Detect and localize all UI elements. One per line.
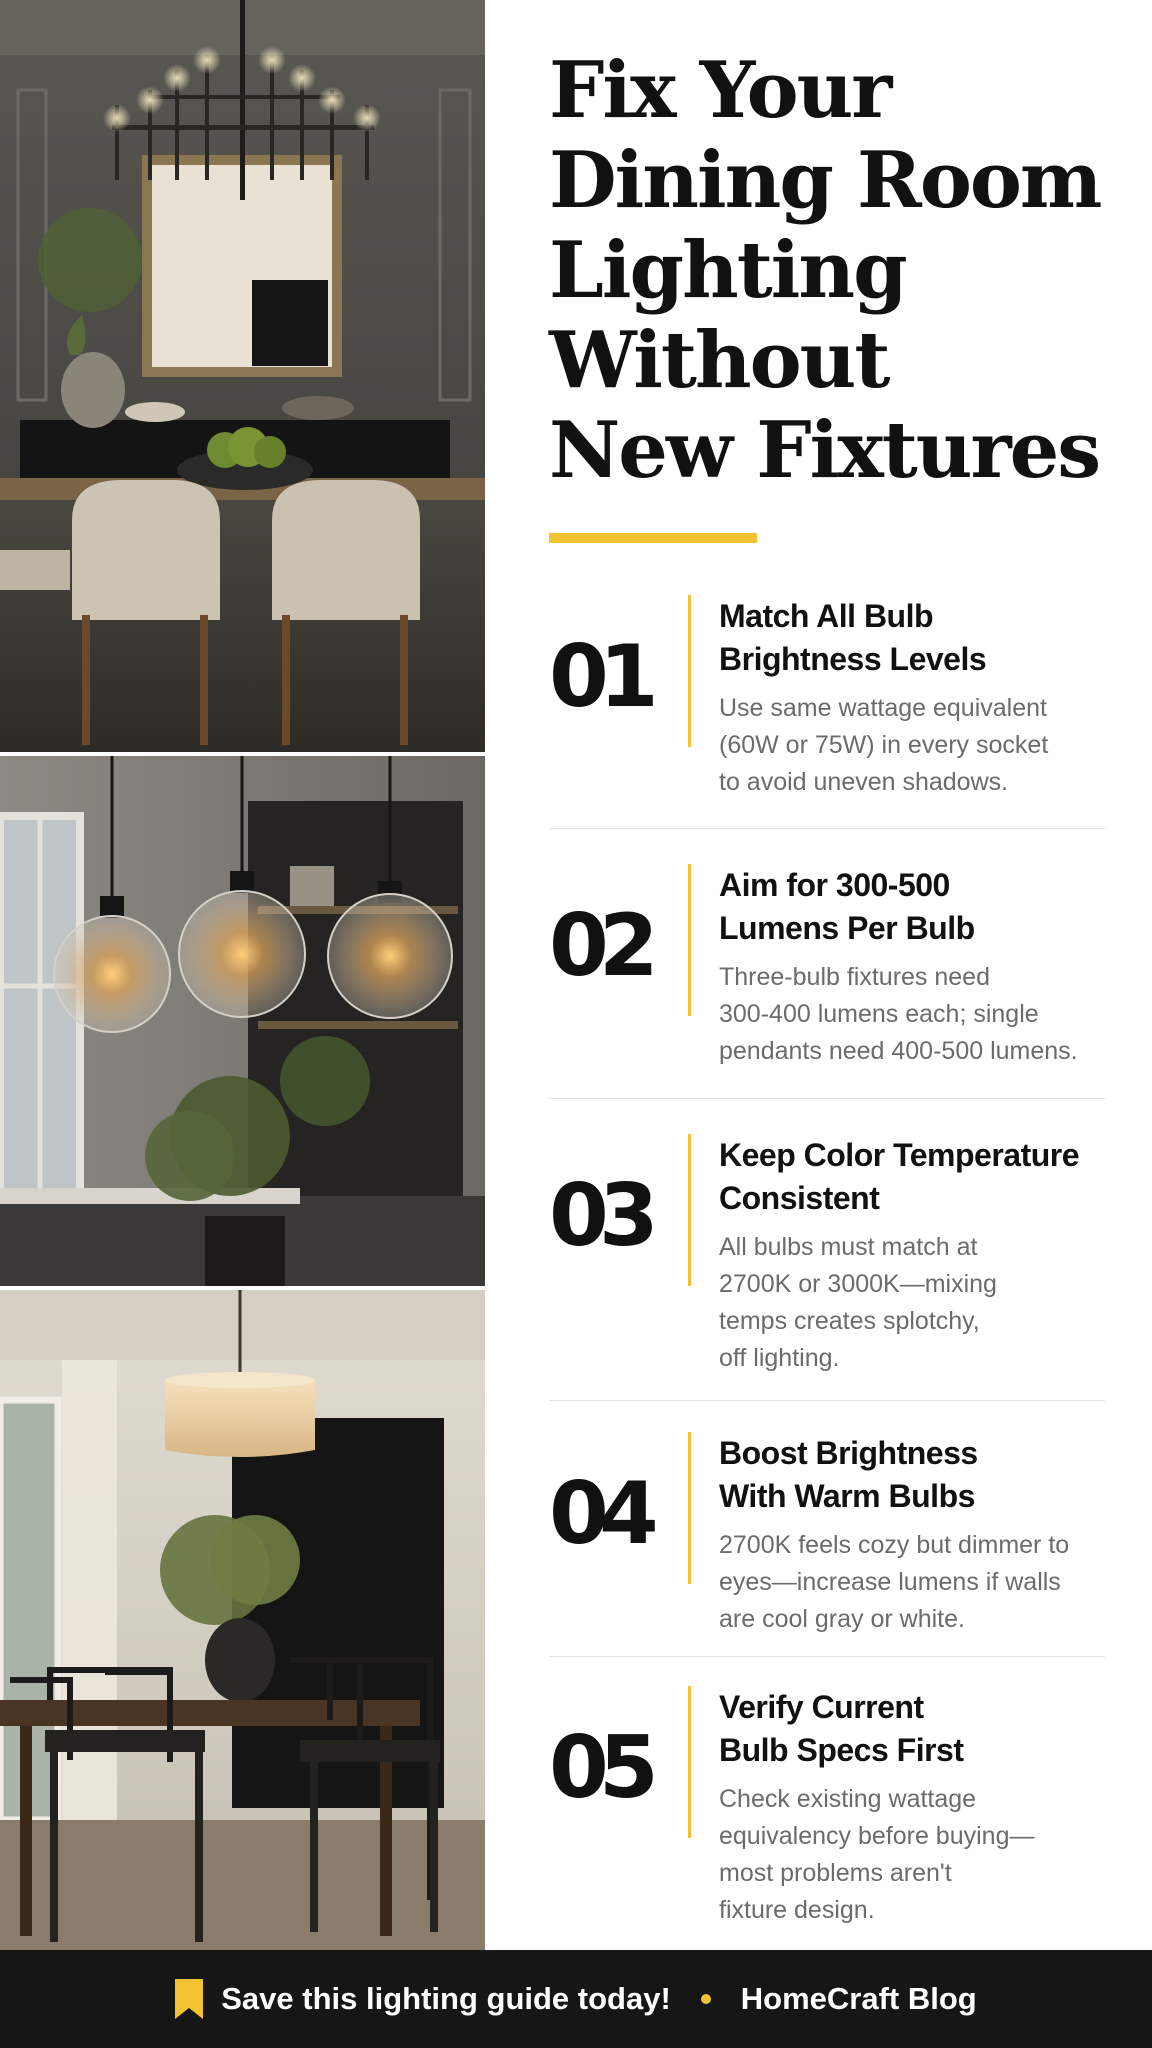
title-accent-bar xyxy=(549,533,757,543)
save-guide-cta[interactable]: Save this lighting guide today! xyxy=(221,1981,671,2016)
tip-heading xyxy=(719,1432,1139,1518)
tip-description-line: Three-bulb fixtures need xyxy=(719,963,990,991)
tip-heading-line: Brightness Levels xyxy=(719,641,987,677)
tip-description-line: All bulbs must match at xyxy=(719,1233,978,1261)
page-title xyxy=(549,46,1139,496)
tip-separator xyxy=(549,828,1105,829)
tip-description-line: 2700K or 3000K—mixing xyxy=(719,1270,997,1298)
guide-content xyxy=(485,0,1152,1950)
title-line: Dining Room xyxy=(549,135,1101,226)
tip-description-line: are cool gray or white. xyxy=(719,1605,965,1633)
tip-description xyxy=(719,690,1139,801)
footer-separator-dot xyxy=(701,1994,711,2004)
photo-drum-pendant-dining-room xyxy=(0,1290,485,1950)
tip-description-line: 300-400 lumens each; single xyxy=(719,1000,1039,1028)
tip-number: 05 xyxy=(549,1718,649,1818)
tip-heading-line: Verify Current xyxy=(719,1689,924,1725)
photo-chandelier-dining-room xyxy=(0,0,485,752)
tip-heading-line: Lumens Per Bulb xyxy=(719,910,975,946)
tip-description xyxy=(719,959,1139,1070)
bookmark-icon[interactable] xyxy=(175,1979,203,2019)
tip-heading xyxy=(719,1134,1139,1220)
tip-divider-line xyxy=(688,864,691,1016)
tip-heading-line: Consistent xyxy=(719,1180,880,1216)
tip-description-line: equivalency before buying— xyxy=(719,1822,1035,1850)
title-line: Lighting xyxy=(549,225,906,316)
tip-item-04 xyxy=(549,1432,1109,1652)
tip-heading-line: Aim for 300-500 xyxy=(719,867,950,903)
tip-item-03 xyxy=(549,1134,1109,1384)
footer-bar xyxy=(0,1950,1152,2048)
tip-number: 01 xyxy=(549,627,649,727)
tip-description-line: off lighting. xyxy=(719,1344,840,1372)
tip-heading xyxy=(719,864,1139,950)
title-line: Without xyxy=(549,315,889,406)
photo-globe-pendants xyxy=(0,756,485,1286)
tip-description-line: (60W or 75W) in every socket xyxy=(719,731,1049,759)
tip-heading-line: Keep Color Temperature xyxy=(719,1137,1080,1173)
photo-column xyxy=(0,0,485,1950)
tip-separator xyxy=(549,1098,1105,1099)
tip-divider-line xyxy=(688,1432,691,1584)
title-line: Fix Your xyxy=(549,45,891,136)
tip-item-05 xyxy=(549,1686,1109,1936)
tip-description-line: 2700K feels cozy but dimmer to xyxy=(719,1531,1070,1559)
tip-description-line: fixture design. xyxy=(719,1896,875,1924)
tip-divider-line xyxy=(688,1686,691,1838)
tip-description-line: Check existing wattage xyxy=(719,1785,977,1813)
tip-separator xyxy=(549,1400,1105,1401)
tip-description xyxy=(719,1527,1139,1638)
tip-description-line: temps creates splotchy, xyxy=(719,1307,980,1335)
tip-description-line: eyes—increase lumens if walls xyxy=(719,1568,1061,1596)
tip-divider-line xyxy=(688,595,691,747)
tip-number: 03 xyxy=(549,1166,649,1266)
tip-item-01 xyxy=(549,595,1109,815)
tip-heading-line: Match All Bulb xyxy=(719,598,934,634)
tip-heading xyxy=(719,595,1139,681)
tip-separator xyxy=(549,1656,1105,1657)
tip-heading-line: With Warm Bulbs xyxy=(719,1478,975,1514)
tip-description-line: Use same wattage equivalent xyxy=(719,694,1047,722)
tip-description-line: to avoid uneven shadows. xyxy=(719,768,1009,796)
tip-heading-line: Bulb Specs First xyxy=(719,1732,964,1768)
brand-name: HomeCraft Blog xyxy=(740,1981,977,2016)
tip-divider-line xyxy=(688,1134,691,1286)
tip-number: 02 xyxy=(549,896,649,996)
title-line: New Fixtures xyxy=(549,405,1100,496)
tip-item-02 xyxy=(549,864,1109,1084)
tip-heading-line: Boost Brightness xyxy=(719,1435,978,1471)
tip-heading xyxy=(719,1686,1139,1772)
tip-number: 04 xyxy=(549,1464,649,1564)
tip-description-line: most problems aren't xyxy=(719,1859,952,1887)
tip-description xyxy=(719,1781,1139,1929)
tip-description xyxy=(719,1229,1139,1377)
tip-description-line: pendants need 400-500 lumens. xyxy=(719,1037,1078,1065)
